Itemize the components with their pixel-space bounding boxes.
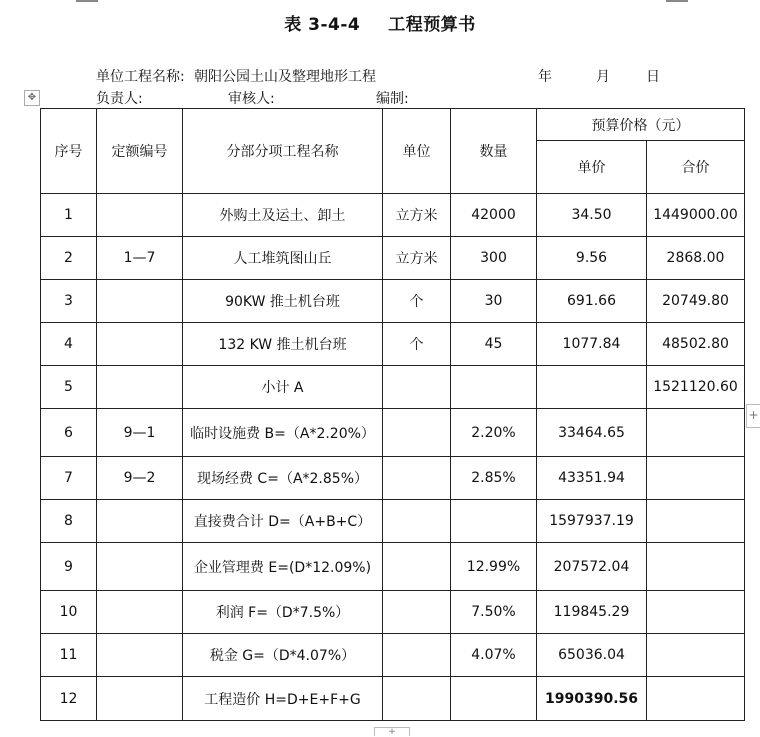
cell-name[interactable]: 利润 F=（D*7.5%）	[183, 591, 383, 634]
add-row-icon[interactable]: +	[374, 727, 410, 736]
cell-seq[interactable]: 7	[41, 457, 97, 500]
budget-table	[40, 108, 745, 721]
table-body	[41, 194, 745, 721]
cell-qty[interactable]: 7.50%	[451, 591, 537, 634]
cell-qty[interactable]: 30	[451, 280, 537, 323]
table-row	[41, 237, 745, 280]
cell-unit[interactable]	[383, 500, 451, 543]
table-row	[41, 591, 745, 634]
table-row	[41, 366, 745, 409]
table-row	[41, 677, 745, 721]
reviewer-label: 审核人:	[228, 91, 275, 107]
table-row	[41, 634, 745, 677]
cell-name[interactable]: 90KW 推土机台班	[183, 280, 383, 323]
leader-label: 负责人:	[96, 91, 143, 107]
header-seq: 序号	[41, 109, 97, 194]
table-number: 表 3-4-4	[284, 15, 361, 35]
page-corner-mark	[666, 0, 688, 2]
cell-unit-price[interactable]: 207572.04	[537, 543, 647, 591]
add-column-icon[interactable]: +	[746, 404, 760, 428]
date-year: 年	[538, 69, 552, 85]
cell-seq[interactable]: 1	[41, 194, 97, 237]
cell-unit-price[interactable]: 1597937.19	[537, 500, 647, 543]
cell-name[interactable]: 企业管理费 E=(D*12.09%)	[183, 543, 383, 591]
cell-seq[interactable]: 9	[41, 543, 97, 591]
cell-unit[interactable]	[383, 457, 451, 500]
cell-unit[interactable]	[383, 543, 451, 591]
cell-code[interactable]	[97, 194, 183, 237]
cell-unit-price[interactable]: 119845.29	[537, 591, 647, 634]
header-total: 合价	[647, 141, 745, 194]
table-row	[41, 457, 745, 500]
cell-seq[interactable]: 4	[41, 323, 97, 366]
cell-total[interactable]: 1449000.00	[647, 194, 745, 237]
cell-code[interactable]: 9—2	[97, 457, 183, 500]
cell-unit[interactable]: 个	[383, 280, 451, 323]
cell-name[interactable]: 临时设施费 B=（A*2.20%）	[183, 409, 383, 457]
cell-unit-price[interactable]: 1990390.56	[537, 677, 647, 721]
header-qty: 数量	[451, 109, 537, 194]
cell-unit-price[interactable]: 9.56	[537, 237, 647, 280]
cell-name[interactable]: 小计 A	[183, 366, 383, 409]
cell-unit-price[interactable]: 1077.84	[537, 323, 647, 366]
cell-code[interactable]	[97, 634, 183, 677]
cell-name[interactable]: 直接费合计 D=（A+B+C）	[183, 500, 383, 543]
cell-qty[interactable]	[451, 366, 537, 409]
cell-unit[interactable]	[383, 409, 451, 457]
cell-unit-price[interactable]: 34.50	[537, 194, 647, 237]
cell-total[interactable]	[647, 591, 745, 634]
project-label: 单位工程名称:	[96, 69, 185, 85]
header-code: 定额编号	[97, 109, 183, 194]
cell-seq[interactable]: 2	[41, 237, 97, 280]
cell-code[interactable]	[97, 323, 183, 366]
cell-total[interactable]: 1521120.60	[647, 366, 745, 409]
cell-code[interactable]	[97, 366, 183, 409]
cell-name[interactable]: 税金 G=（D*4.07%）	[183, 634, 383, 677]
project-name: 朝阳公园土山及整理地形工程	[194, 69, 376, 85]
cell-unit[interactable]: 个	[383, 323, 451, 366]
cell-code[interactable]	[97, 677, 183, 721]
cell-unit-price[interactable]	[537, 366, 647, 409]
cell-code[interactable]	[97, 543, 183, 591]
cell-qty[interactable]: 42000	[451, 194, 537, 237]
cell-name[interactable]: 外购土及运土、卸土	[183, 194, 383, 237]
cell-unit[interactable]	[383, 366, 451, 409]
date-month: 月	[596, 69, 610, 85]
table-row	[41, 543, 745, 591]
table-row	[41, 323, 745, 366]
cell-name[interactable]: 工程造价 H=D+E+F+G	[183, 677, 383, 721]
cell-unit-price[interactable]: 65036.04	[537, 634, 647, 677]
cell-unit[interactable]: 立方米	[383, 194, 451, 237]
cell-seq[interactable]: 12	[41, 677, 97, 721]
cell-name[interactable]: 现场经费 C=（A*2.85%）	[183, 457, 383, 500]
header-name: 分部分项工程名称	[183, 109, 383, 194]
cell-code[interactable]	[97, 591, 183, 634]
cell-qty[interactable]	[451, 500, 537, 543]
cell-unit-price[interactable]: 33464.65	[537, 409, 647, 457]
table-move-handle-icon[interactable]: ✥	[24, 90, 40, 106]
compiler-label: 编制:	[376, 91, 409, 107]
cell-name[interactable]: 132 KW 推土机台班	[183, 323, 383, 366]
cell-total[interactable]: 2868.00	[647, 237, 745, 280]
cell-total[interactable]	[647, 500, 745, 543]
cell-unit[interactable]	[383, 634, 451, 677]
title-text: 工程预算书	[388, 15, 476, 35]
cell-qty[interactable]: 45	[451, 323, 537, 366]
page-corner-mark	[76, 0, 98, 2]
cell-name[interactable]: 人工堆筑图山丘	[183, 237, 383, 280]
cell-seq[interactable]: 11	[41, 634, 97, 677]
cell-code[interactable]: 1—7	[97, 237, 183, 280]
table-row	[41, 500, 745, 543]
cell-code[interactable]: 9—1	[97, 409, 183, 457]
header-unit: 单位	[383, 109, 451, 194]
page-title	[0, 10, 760, 35]
cell-qty[interactable]: 4.07%	[451, 634, 537, 677]
cell-seq[interactable]: 3	[41, 280, 97, 323]
cell-qty[interactable]: 300	[451, 237, 537, 280]
table-row	[41, 409, 745, 457]
cell-code[interactable]	[97, 500, 183, 543]
cell-unit[interactable]: 立方米	[383, 237, 451, 280]
cell-unit[interactable]	[383, 591, 451, 634]
cell-unit-price[interactable]: 691.66	[537, 280, 647, 323]
cell-unit[interactable]	[383, 677, 451, 721]
cell-total[interactable]	[647, 409, 745, 457]
header-row	[41, 109, 745, 141]
header-unit-price: 单价	[537, 141, 647, 194]
cell-seq[interactable]: 5	[41, 366, 97, 409]
cell-total[interactable]: 20749.80	[647, 280, 745, 323]
cell-total[interactable]: 48502.80	[647, 323, 745, 366]
cell-unit-price[interactable]: 43351.94	[537, 457, 647, 500]
cell-seq[interactable]: 10	[41, 591, 97, 634]
cell-total[interactable]	[647, 543, 745, 591]
table-row	[41, 280, 745, 323]
table-row	[41, 194, 745, 237]
cell-total[interactable]	[647, 677, 745, 721]
cell-seq[interactable]: 8	[41, 500, 97, 543]
cell-total[interactable]	[647, 634, 745, 677]
cell-qty[interactable]: 12.99%	[451, 543, 537, 591]
date-day: 日	[646, 69, 660, 85]
cell-qty[interactable]	[451, 677, 537, 721]
cell-code[interactable]	[97, 280, 183, 323]
cell-qty[interactable]: 2.20%	[451, 409, 537, 457]
cell-seq[interactable]: 6	[41, 409, 97, 457]
cell-total[interactable]	[647, 457, 745, 500]
header-price-group: 预算价格（元）	[537, 109, 745, 141]
cell-qty[interactable]: 2.85%	[451, 457, 537, 500]
